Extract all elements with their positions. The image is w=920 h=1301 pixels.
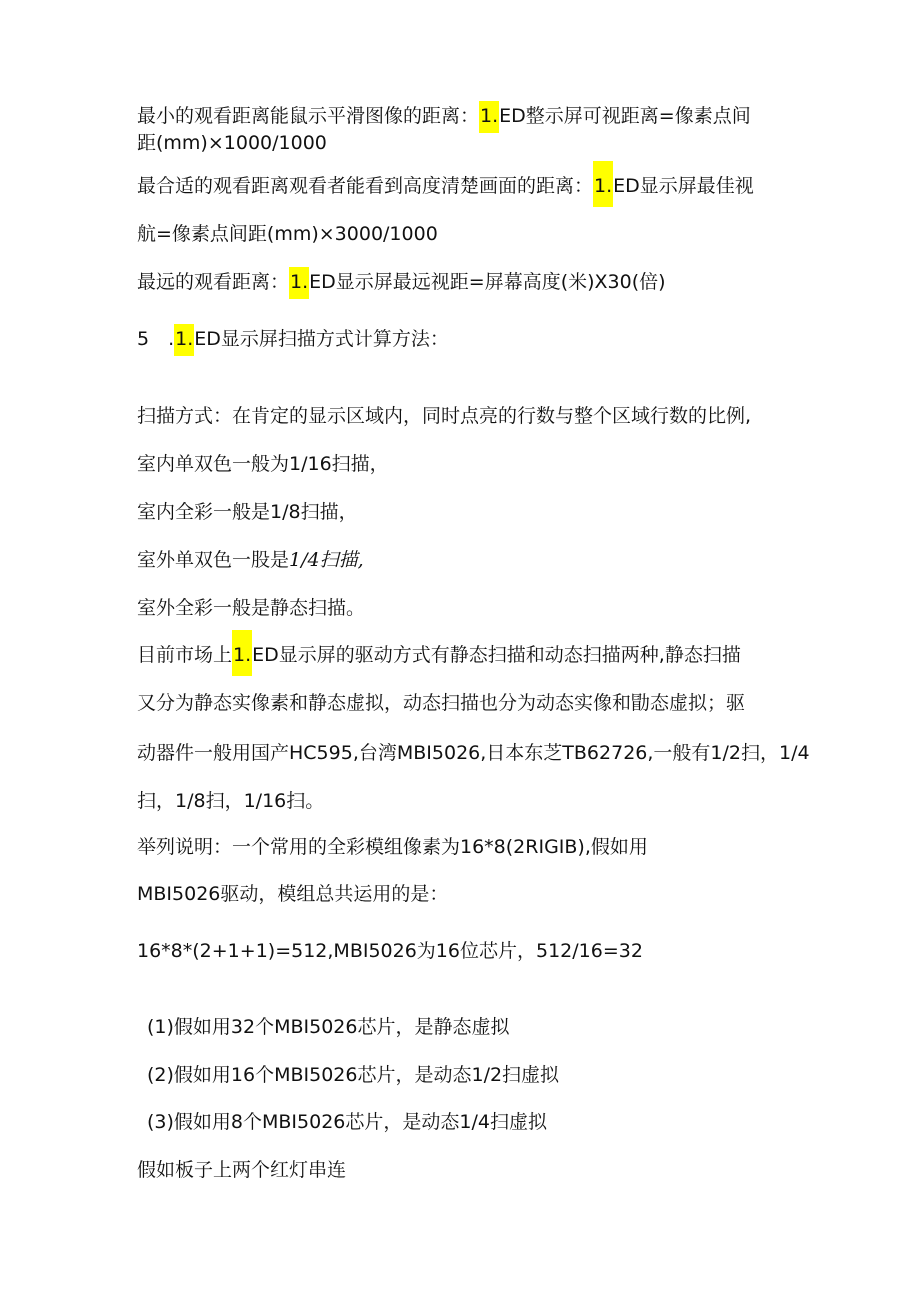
text-line-example-cont: MBI5026驱动，模组总共运用的是： xyxy=(137,883,449,905)
text-line-max-distance xyxy=(137,270,666,294)
text-line-static-dynamic: 又分为静态实像素和静态虚拟，动态扫描也分为动态实像和勖态虚拟；驱 xyxy=(137,692,746,714)
text-segment: 室外单双色一股是 xyxy=(137,549,290,571)
text-segment: 最合适的观看距离观看者能看到高度清楚画面的距离： xyxy=(137,175,594,197)
text-line-min-distance xyxy=(137,104,751,128)
list-item-quarter-scan: (3)假如用8个MBI5026芯片，是动态1/4扫虚拟 xyxy=(147,1111,547,1133)
highlight-mark: 1. xyxy=(593,161,613,207)
text-segment: 目前市场上 xyxy=(137,644,233,666)
text-line-driver-chips: 动器件一般用国产HC595,台湾MBI5026,日本东芝TB62726,一般有1/2扫，1/4 xyxy=(137,742,810,764)
text-segment: 最远的观看距离： xyxy=(137,271,290,293)
list-item-static: (1)假如用32个MBI5026芯片，是静态虚拟 xyxy=(147,1016,510,1038)
text-line-indoor-color: 室内全彩一般是1/8扫描， xyxy=(137,501,358,523)
text-line-scan-definition: 扫描方式：在肯定的显示区域内，同时点亮的行数与整个区域行数的比例, xyxy=(137,405,752,427)
text-segment: ED显示屏扫描方式计算方法： xyxy=(194,328,449,350)
text-line-best-distance-formula: 航=像素点间距(mm)×3000/1000 xyxy=(137,223,438,245)
text-line-outdoor-color: 室外全彩一般是静态扫描。 xyxy=(137,597,366,619)
section-heading-scan-method xyxy=(137,327,449,351)
text-segment-italic: 1/4扫描, xyxy=(289,549,364,571)
text-segment: ED显示屏最佳视 xyxy=(613,175,754,197)
text-line-market-drive xyxy=(137,643,741,667)
text-line-min-distance-formula: 距(mm)×1000/1000 xyxy=(137,132,327,154)
text-segment: 5 . xyxy=(137,328,175,350)
text-line-calculation: 16*8*(2+1+1)=512,MBI5026为16位芯片，512/16=32 xyxy=(137,940,643,962)
text-line-example: 举列说明：一个常用的全彩模组像素为16*8(2RIGIB),假如用 xyxy=(137,836,648,858)
highlight-mark: 1. xyxy=(479,101,499,133)
highlight-mark: 1. xyxy=(289,267,309,299)
text-segment: ED显示屏最远视距=屏幕高度(米)X30(倍) xyxy=(309,271,666,293)
text-line-best-distance xyxy=(137,174,754,198)
text-line-red-led-series: 假如板子上两个红灯串连 xyxy=(137,1159,347,1181)
text-line-indoor-mono: 室内单双色一般为1/16扫描， xyxy=(137,453,389,475)
list-item-half-scan: (2)假如用16个MBI5026芯片，是动态1/2扫虚拟 xyxy=(147,1064,560,1086)
highlight-mark: 1. xyxy=(232,630,252,676)
text-segment: ED整示屏可视距离=像素点间 xyxy=(499,105,751,127)
text-segment: 最小的观看距离能鼠示平滑图像的距离： xyxy=(137,105,480,127)
text-line-scan-ratios: 扫，1/8扫，1/16扫。 xyxy=(137,790,325,812)
text-segment: ED显示屏的驱动方式有静态扫描和动态扫描两种,静态扫描 xyxy=(252,644,741,666)
text-line-outdoor-mono xyxy=(137,548,364,572)
highlight-mark: 1. xyxy=(174,324,194,356)
